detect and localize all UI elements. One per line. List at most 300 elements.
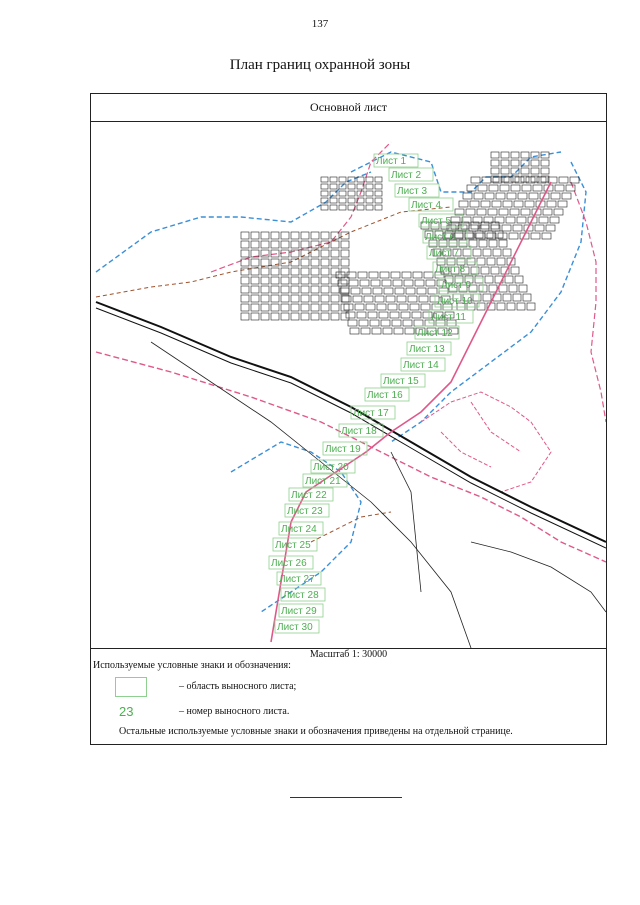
sheet-label-text: Лист 16 bbox=[367, 390, 403, 401]
building-block bbox=[466, 209, 475, 215]
building-block bbox=[408, 296, 417, 302]
building-block bbox=[261, 295, 269, 302]
building-block bbox=[559, 177, 568, 183]
sheet-label-text: Лист 2 bbox=[391, 170, 422, 181]
building-block bbox=[321, 313, 329, 320]
building-block bbox=[330, 205, 337, 210]
building-block bbox=[360, 280, 369, 286]
building-block bbox=[533, 185, 542, 191]
sheet-label bbox=[427, 246, 471, 259]
building-block bbox=[366, 184, 373, 189]
building-block bbox=[517, 303, 525, 310]
map-frame bbox=[90, 93, 607, 745]
building-block bbox=[511, 160, 519, 166]
sheet-label bbox=[439, 278, 483, 291]
building-block bbox=[241, 277, 249, 284]
sheet-label bbox=[281, 588, 325, 601]
building-block bbox=[531, 152, 539, 158]
building-block bbox=[281, 241, 289, 248]
building-block bbox=[321, 232, 329, 239]
sheet-label bbox=[401, 358, 445, 371]
sheet-label-text: Лист 30 bbox=[277, 622, 313, 633]
building-block bbox=[381, 320, 390, 326]
building-block bbox=[382, 280, 391, 286]
building-block bbox=[406, 288, 415, 294]
building-block bbox=[491, 160, 499, 166]
building-block bbox=[388, 304, 397, 310]
sheet-label bbox=[409, 198, 453, 211]
building-block bbox=[341, 313, 349, 320]
sheet-label-text: Лист 13 bbox=[409, 344, 445, 355]
building-block bbox=[505, 276, 513, 283]
building-block bbox=[474, 193, 483, 199]
sheet-label bbox=[365, 388, 409, 401]
sheet-label-text: Лист 17 bbox=[353, 408, 389, 419]
building-block bbox=[491, 267, 499, 274]
building-block bbox=[339, 191, 346, 196]
building-block bbox=[525, 201, 534, 207]
sheet-label bbox=[279, 522, 323, 535]
building-block bbox=[459, 201, 468, 207]
building-block bbox=[321, 191, 328, 196]
building-block bbox=[414, 320, 423, 326]
building-block bbox=[428, 288, 437, 294]
building-block bbox=[241, 304, 249, 311]
building-block bbox=[386, 296, 395, 302]
map-drawing bbox=[91, 122, 606, 648]
sheet-label bbox=[303, 474, 347, 487]
building-block bbox=[477, 209, 486, 215]
building-block bbox=[355, 304, 364, 310]
building-block bbox=[371, 280, 380, 286]
building-block bbox=[392, 320, 401, 326]
building-block bbox=[477, 303, 485, 310]
sheet-label bbox=[389, 168, 433, 181]
building-block bbox=[311, 286, 319, 293]
sheet-label-text: Лист 14 bbox=[403, 360, 439, 371]
building-block bbox=[402, 272, 411, 278]
building-block bbox=[251, 295, 259, 302]
legend-number-desc: – номер выносного листа. bbox=[179, 706, 290, 717]
building-block bbox=[391, 272, 400, 278]
building-block bbox=[480, 225, 489, 231]
building-block bbox=[397, 296, 406, 302]
building-block bbox=[511, 267, 519, 274]
building-block bbox=[301, 268, 309, 275]
building-block bbox=[469, 225, 478, 231]
building-block bbox=[339, 198, 346, 203]
building-block bbox=[359, 320, 368, 326]
building-block bbox=[348, 191, 355, 196]
building-block bbox=[501, 168, 509, 174]
building-block bbox=[541, 160, 549, 166]
building-block bbox=[251, 232, 259, 239]
building-block bbox=[491, 152, 499, 158]
building-block bbox=[341, 286, 349, 293]
building-block bbox=[241, 313, 249, 320]
building-block bbox=[562, 193, 571, 199]
sheet-label-text: Лист 18 bbox=[341, 426, 377, 437]
building-block bbox=[271, 268, 279, 275]
building-block bbox=[353, 296, 362, 302]
building-block bbox=[366, 198, 373, 203]
sheet-label bbox=[419, 214, 463, 227]
building-block bbox=[485, 231, 493, 238]
building-block bbox=[477, 258, 485, 265]
sheet-label bbox=[374, 154, 418, 167]
sheet-label bbox=[339, 424, 383, 437]
sheet-label bbox=[275, 620, 319, 633]
building-block bbox=[394, 328, 403, 334]
building-block bbox=[251, 241, 259, 248]
sheet-label bbox=[311, 460, 355, 473]
pink-network-east bbox=[421, 392, 551, 492]
building-block bbox=[379, 312, 388, 318]
building-block bbox=[370, 320, 379, 326]
sheet-label-text: Лист 22 bbox=[291, 490, 327, 501]
building-block bbox=[509, 285, 517, 292]
sheet-label-text: Лист 26 bbox=[271, 558, 307, 569]
building-block bbox=[517, 217, 526, 223]
building-block bbox=[281, 268, 289, 275]
sheet-label-text: Лист 15 bbox=[383, 376, 419, 387]
building-block bbox=[321, 177, 328, 182]
building-block bbox=[291, 295, 299, 302]
building-block bbox=[321, 184, 328, 189]
building-block bbox=[331, 241, 339, 248]
building-block bbox=[331, 295, 339, 302]
building-block bbox=[271, 241, 279, 248]
building-block bbox=[311, 232, 319, 239]
building-block bbox=[301, 286, 309, 293]
building-block bbox=[331, 313, 339, 320]
building-block bbox=[507, 193, 516, 199]
building-block bbox=[513, 225, 522, 231]
building-block bbox=[321, 250, 329, 257]
building-block bbox=[511, 185, 520, 191]
sheet-label-text: Лист 27 bbox=[279, 574, 315, 585]
page-title: План границ охранной зоны bbox=[229, 57, 411, 73]
building-block bbox=[291, 286, 299, 293]
building-block bbox=[551, 193, 560, 199]
building-block bbox=[281, 295, 289, 302]
sheet-label-text: Лист 1 bbox=[376, 156, 407, 167]
footer-line bbox=[290, 797, 402, 798]
building-block bbox=[330, 198, 337, 203]
building-block bbox=[331, 304, 339, 311]
building-block bbox=[554, 209, 563, 215]
sheet-label bbox=[395, 184, 439, 197]
page-number: 137 bbox=[311, 18, 329, 30]
building-block bbox=[241, 250, 249, 257]
building-block bbox=[470, 201, 479, 207]
building-block bbox=[331, 259, 339, 266]
building-block bbox=[503, 294, 511, 301]
building-block bbox=[344, 304, 353, 310]
building-block bbox=[241, 259, 249, 266]
building-block bbox=[377, 304, 386, 310]
building-block bbox=[281, 277, 289, 284]
building-block bbox=[311, 268, 319, 275]
building-block bbox=[251, 286, 259, 293]
building-block bbox=[361, 328, 370, 334]
building-block bbox=[479, 240, 487, 247]
sheet-label-text: Лист 19 bbox=[325, 444, 361, 455]
building-block bbox=[399, 304, 408, 310]
building-block bbox=[357, 205, 364, 210]
building-block bbox=[311, 313, 319, 320]
sheet-label-text: Лист 7 bbox=[429, 248, 460, 259]
building-block bbox=[521, 152, 529, 158]
building-block bbox=[546, 225, 555, 231]
pipeline-route bbox=[271, 182, 551, 642]
building-block bbox=[521, 209, 530, 215]
building-block bbox=[241, 295, 249, 302]
building-block bbox=[509, 233, 518, 239]
building-block bbox=[539, 217, 548, 223]
building-block bbox=[489, 185, 498, 191]
building-block bbox=[366, 205, 373, 210]
building-block bbox=[241, 286, 249, 293]
building-block bbox=[331, 250, 339, 257]
building-block bbox=[291, 232, 299, 239]
building-block bbox=[419, 296, 428, 302]
sheet-label bbox=[323, 442, 367, 455]
building-block bbox=[499, 209, 508, 215]
building-block bbox=[519, 285, 527, 292]
building-block bbox=[261, 259, 269, 266]
sheet-label bbox=[351, 406, 395, 419]
sheet-label-text: Лист 24 bbox=[281, 524, 317, 535]
building-block bbox=[401, 312, 410, 318]
building-block bbox=[543, 209, 552, 215]
building-block bbox=[513, 294, 521, 301]
sheet-label bbox=[429, 310, 473, 323]
building-block bbox=[493, 249, 501, 256]
building-block bbox=[301, 259, 309, 266]
building-block bbox=[331, 286, 339, 293]
building-block bbox=[496, 193, 505, 199]
building-block bbox=[330, 184, 337, 189]
building-block bbox=[341, 241, 349, 248]
building-block bbox=[291, 277, 299, 284]
building-block bbox=[527, 303, 535, 310]
sheet-label bbox=[381, 374, 425, 387]
building-block bbox=[541, 168, 549, 174]
building-block bbox=[535, 225, 544, 231]
building-block bbox=[372, 328, 381, 334]
building-block bbox=[261, 232, 269, 239]
building-block bbox=[413, 272, 422, 278]
building-block bbox=[521, 168, 529, 174]
building-block bbox=[547, 201, 556, 207]
sheet-label bbox=[289, 488, 333, 501]
building-block bbox=[529, 193, 538, 199]
building-block bbox=[261, 250, 269, 257]
building-block bbox=[321, 277, 329, 284]
building-block bbox=[491, 225, 500, 231]
pink-boundary-east bbox=[571, 182, 606, 422]
building-block bbox=[426, 280, 435, 286]
building-block bbox=[506, 217, 515, 223]
building-block bbox=[404, 280, 413, 286]
building-block bbox=[291, 259, 299, 266]
building-block bbox=[499, 285, 507, 292]
building-block bbox=[321, 259, 329, 266]
building-block bbox=[291, 304, 299, 311]
building-block bbox=[271, 313, 279, 320]
building-block bbox=[531, 160, 539, 166]
building-block bbox=[261, 304, 269, 311]
building-block bbox=[301, 313, 309, 320]
building-block bbox=[348, 184, 355, 189]
sheet-labels bbox=[269, 154, 483, 633]
building-block bbox=[291, 268, 299, 275]
building-block bbox=[566, 185, 575, 191]
building-block bbox=[395, 288, 404, 294]
building-block bbox=[499, 240, 507, 247]
building-block bbox=[375, 184, 382, 189]
building-block bbox=[491, 168, 499, 174]
building-block bbox=[403, 320, 412, 326]
sheet-label-text: Лист 4 bbox=[411, 200, 442, 211]
building-block bbox=[511, 152, 519, 158]
building-block bbox=[485, 276, 493, 283]
legend-title: Используемые условные знаки и обозначения: bbox=[93, 660, 291, 671]
sheet-label bbox=[407, 342, 451, 355]
building-block bbox=[339, 177, 346, 182]
building-block bbox=[281, 286, 289, 293]
sheet-label-text: Лист 11 bbox=[431, 312, 466, 323]
building-block bbox=[291, 241, 299, 248]
building-block bbox=[415, 280, 424, 286]
building-block bbox=[321, 205, 328, 210]
building-block bbox=[514, 201, 523, 207]
building-block bbox=[485, 193, 494, 199]
building-block bbox=[478, 185, 487, 191]
building-block bbox=[473, 249, 481, 256]
building-block bbox=[301, 277, 309, 284]
building-block bbox=[251, 313, 259, 320]
building-block bbox=[488, 209, 497, 215]
building-block bbox=[523, 294, 531, 301]
building-block bbox=[271, 286, 279, 293]
building-block bbox=[515, 276, 523, 283]
building-block bbox=[311, 259, 319, 266]
building-block bbox=[311, 295, 319, 302]
building-block bbox=[366, 177, 373, 182]
building-block bbox=[471, 267, 479, 274]
building-block bbox=[251, 268, 259, 275]
building-block bbox=[271, 277, 279, 284]
legend-note: Остальные используемые условные знаки и обозначения приведены на отдельной странице. bbox=[119, 726, 513, 737]
building-block bbox=[412, 312, 421, 318]
building-block bbox=[522, 185, 531, 191]
building-block bbox=[241, 241, 249, 248]
legend-number-sample: 23 bbox=[119, 704, 134, 719]
sheet-label bbox=[435, 294, 479, 307]
building-block bbox=[501, 152, 509, 158]
building-block bbox=[555, 185, 564, 191]
building-block bbox=[375, 205, 382, 210]
building-block bbox=[357, 312, 366, 318]
building-block bbox=[321, 295, 329, 302]
map-area bbox=[91, 121, 606, 649]
building-block bbox=[548, 177, 557, 183]
building-block bbox=[550, 217, 559, 223]
building-block bbox=[338, 280, 347, 286]
building-block bbox=[558, 201, 567, 207]
building-block bbox=[383, 328, 392, 334]
building-block bbox=[362, 288, 371, 294]
pink-boundary-main bbox=[96, 352, 606, 562]
building-block bbox=[311, 277, 319, 284]
building-block bbox=[311, 250, 319, 257]
legend-box-desc: – область выносного листа; bbox=[179, 681, 297, 692]
building-block bbox=[339, 205, 346, 210]
building-block bbox=[369, 272, 378, 278]
building-block bbox=[518, 193, 527, 199]
building-block bbox=[424, 272, 433, 278]
sheet-label-text: Лист 28 bbox=[283, 590, 319, 601]
building-block bbox=[455, 231, 463, 238]
building-block bbox=[481, 267, 489, 274]
building-block bbox=[358, 272, 367, 278]
building-block bbox=[366, 191, 373, 196]
building-block bbox=[375, 177, 382, 182]
sheet-label-text: Лист 9 bbox=[441, 280, 472, 291]
building-block bbox=[301, 241, 309, 248]
sheet-label bbox=[269, 556, 313, 569]
building-block bbox=[497, 303, 505, 310]
sheet-label-text: Лист 12 bbox=[417, 328, 453, 339]
building-block bbox=[301, 232, 309, 239]
building-block bbox=[271, 232, 279, 239]
sheet-label-text: Лист 20 bbox=[313, 462, 349, 473]
building-block bbox=[291, 250, 299, 257]
building-block bbox=[281, 232, 289, 239]
building-block bbox=[291, 313, 299, 320]
sheet-label bbox=[273, 538, 317, 551]
building-block bbox=[368, 312, 377, 318]
building-block bbox=[384, 288, 393, 294]
building-block bbox=[542, 233, 551, 239]
building-block bbox=[261, 277, 269, 284]
road-south bbox=[391, 452, 421, 592]
sheet-label-text: Лист 6 bbox=[425, 232, 456, 243]
building-block bbox=[241, 232, 249, 239]
map-header: Основной лист bbox=[310, 100, 387, 114]
building-block bbox=[375, 198, 382, 203]
sheet-label-text: Лист 29 bbox=[281, 606, 317, 617]
building-block bbox=[349, 280, 358, 286]
building-block bbox=[510, 209, 519, 215]
building-block bbox=[500, 185, 509, 191]
building-block bbox=[492, 201, 501, 207]
building-block bbox=[311, 304, 319, 311]
building-block bbox=[342, 296, 351, 302]
building-block bbox=[375, 191, 382, 196]
sheet-label-text: Лист 10 bbox=[437, 296, 473, 307]
building-block bbox=[463, 193, 472, 199]
building-block bbox=[281, 304, 289, 311]
building-block bbox=[390, 312, 399, 318]
building-block bbox=[251, 277, 259, 284]
building-block bbox=[501, 160, 509, 166]
building-block bbox=[380, 272, 389, 278]
building-block bbox=[473, 294, 481, 301]
building-block bbox=[531, 233, 540, 239]
